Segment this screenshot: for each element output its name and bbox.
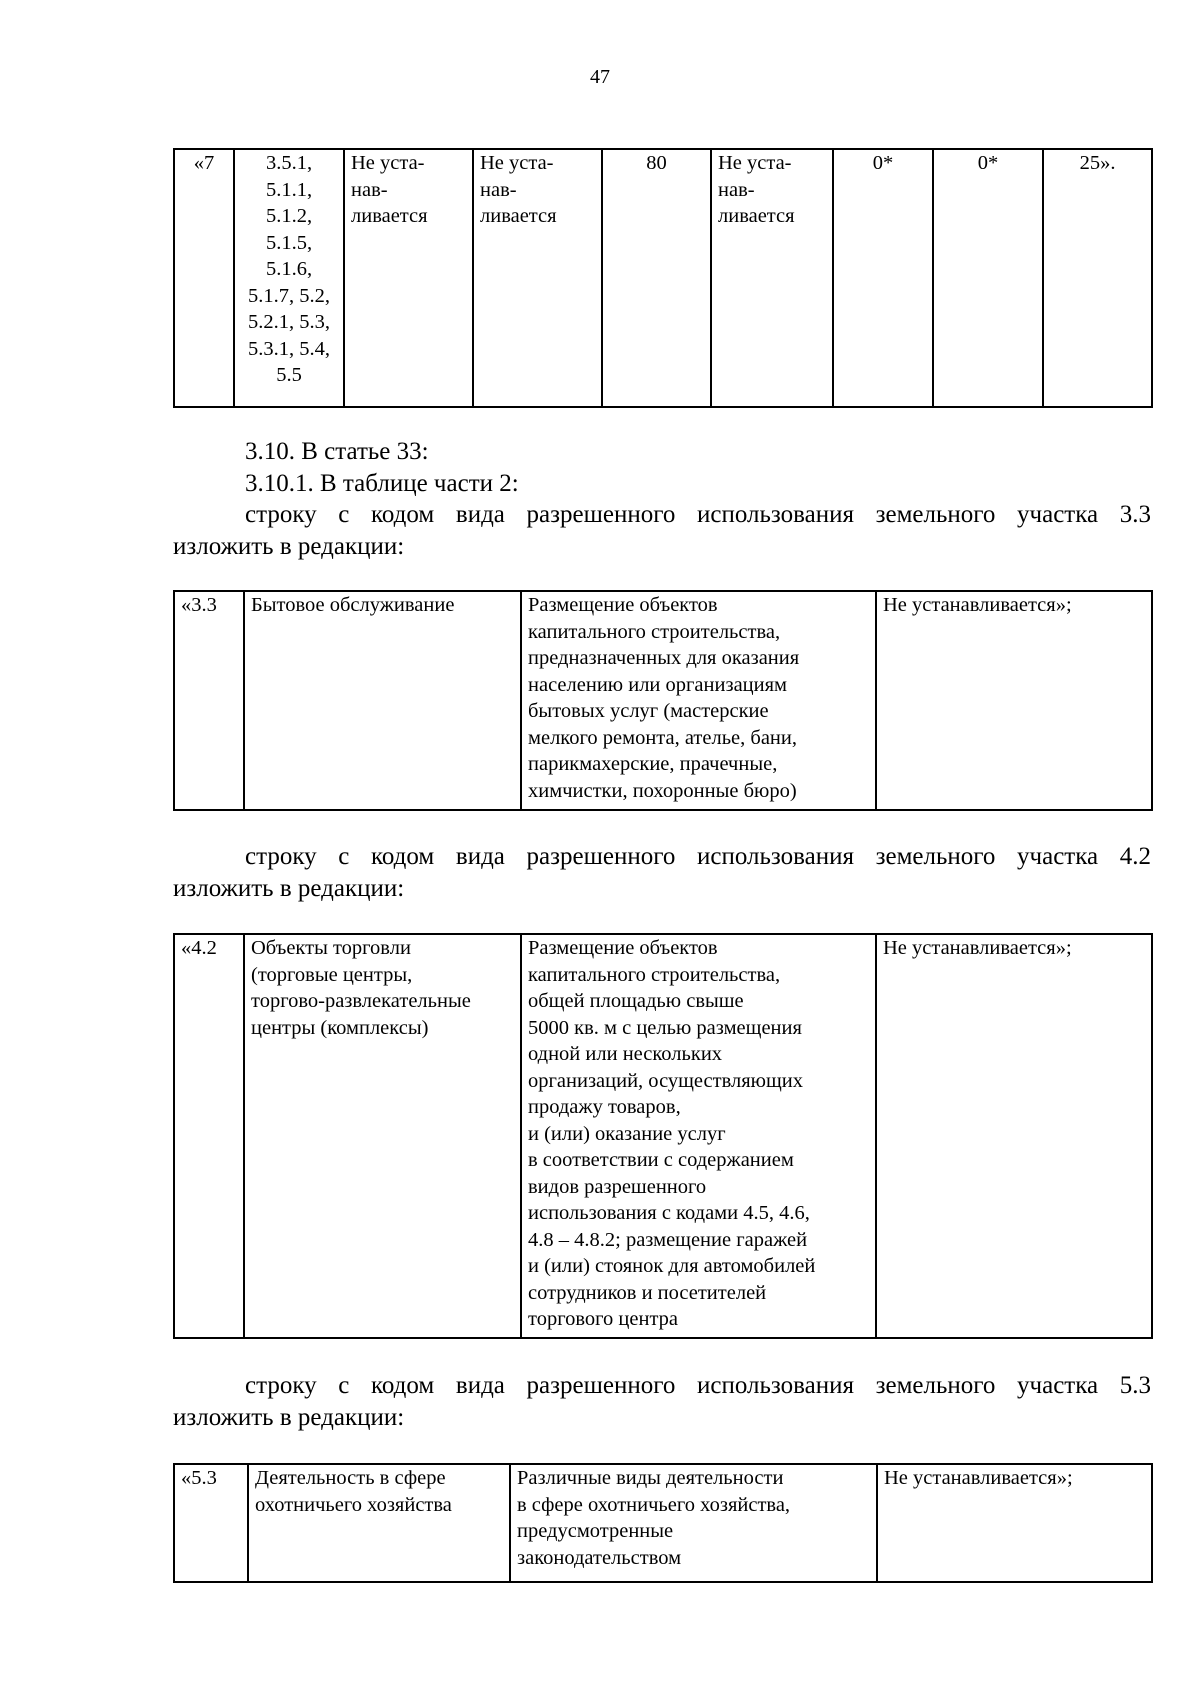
instruction-4-2-line2: изложить в редакции:	[173, 874, 405, 902]
table-cell-description: Различные виды деятельности в сфере охотничьего хозяйства, предусмотренные законодательством	[510, 1464, 877, 1582]
table-5-3	[173, 1463, 1153, 1583]
table-cell-name: Бытовое обслуживание	[244, 591, 521, 810]
table-cell-param: Не устанавливается»;	[876, 591, 1152, 810]
table-cell-param-6: 0*	[933, 149, 1043, 407]
table-cell-code: «3.3	[174, 591, 244, 810]
top-table	[173, 148, 1153, 408]
section-heading: 3.10. В статье 33:	[245, 438, 429, 465]
instruction-4-2-line1: строку с кодом вида разрешенного использования земельного участка 4.2	[245, 843, 1151, 870]
table-cell-param: Не устанавливается»;	[877, 1464, 1152, 1582]
instruction-3-3	[173, 499, 1151, 531]
table-cell-param: Не устанавливается»;	[876, 934, 1152, 1338]
table-cell-param-5: 0*	[833, 149, 933, 407]
table-cell-name: Объекты торговли (торговые центры, торгово-развлекательные центры (комплексы)	[244, 934, 521, 1338]
instruction-4-2	[173, 841, 1151, 904]
table-cell-param-3: 80	[602, 149, 711, 407]
table-cell-description: Размещение объектов капитального строительства, предназначенных для оказания населению или организациям бытовых услуг (мастерские мелкого ремонта, ателье, бани, парикмахерские, прачечные, химчистки, похоронные бюро)	[521, 591, 876, 810]
table-3-3	[173, 590, 1153, 811]
table-cell-description: Размещение объектов капитального строительства, общей площадью свыше 5000 кв. м с целью размещения одной или нескольких организаций, осуществляющих продажу товаров, и (или) оказание услуг в соответствии с содержанием видов разрешенного использования с кодами 4.5, 4.6, 4.8 – 4.8.2; размещение гаражей и (или) стоянок для автомобилей сотрудников и посетителей торгового центра	[521, 934, 876, 1338]
instruction-3-3-line1: строку с кодом вида разрешенного использования земельного участка 3.3	[245, 501, 1151, 528]
page-number: 47	[590, 66, 610, 88]
table-cell-param-2: Не уста- нав- ливается	[473, 149, 602, 407]
table-cell-param-1: Не уста- нав- ливается	[344, 149, 473, 407]
table-cell-row-number: «7	[174, 149, 234, 407]
table-cell-name: Деятельность в сфере охотничьего хозяйства	[248, 1464, 510, 1582]
instruction-5-3	[173, 1370, 1151, 1433]
instruction-5-3-line1: строку с кодом вида разрешенного использования земельного участка 5.3	[245, 1372, 1151, 1399]
section-text	[173, 436, 1151, 562]
table-cell-codes: 3.5.1, 5.1.1, 5.1.2, 5.1.5, 5.1.6, 5.1.7, 5.2, 5.2.1, 5.3, 5.3.1, 5.4, 5.5	[234, 149, 344, 407]
subsection-heading: 3.10.1. В таблице части 2:	[245, 469, 519, 497]
table-cell-code: «4.2	[174, 934, 244, 1338]
instruction-5-3-line2: изложить в редакции:	[173, 1403, 405, 1431]
instruction-3-3-line2: изложить в редакции:	[173, 532, 405, 560]
table-cell-param-4: Не уста- нав- ливается	[711, 149, 833, 407]
table-cell-param-7: 25».	[1043, 149, 1152, 407]
table-cell-code: «5.3	[174, 1464, 248, 1582]
table-4-2	[173, 933, 1153, 1339]
